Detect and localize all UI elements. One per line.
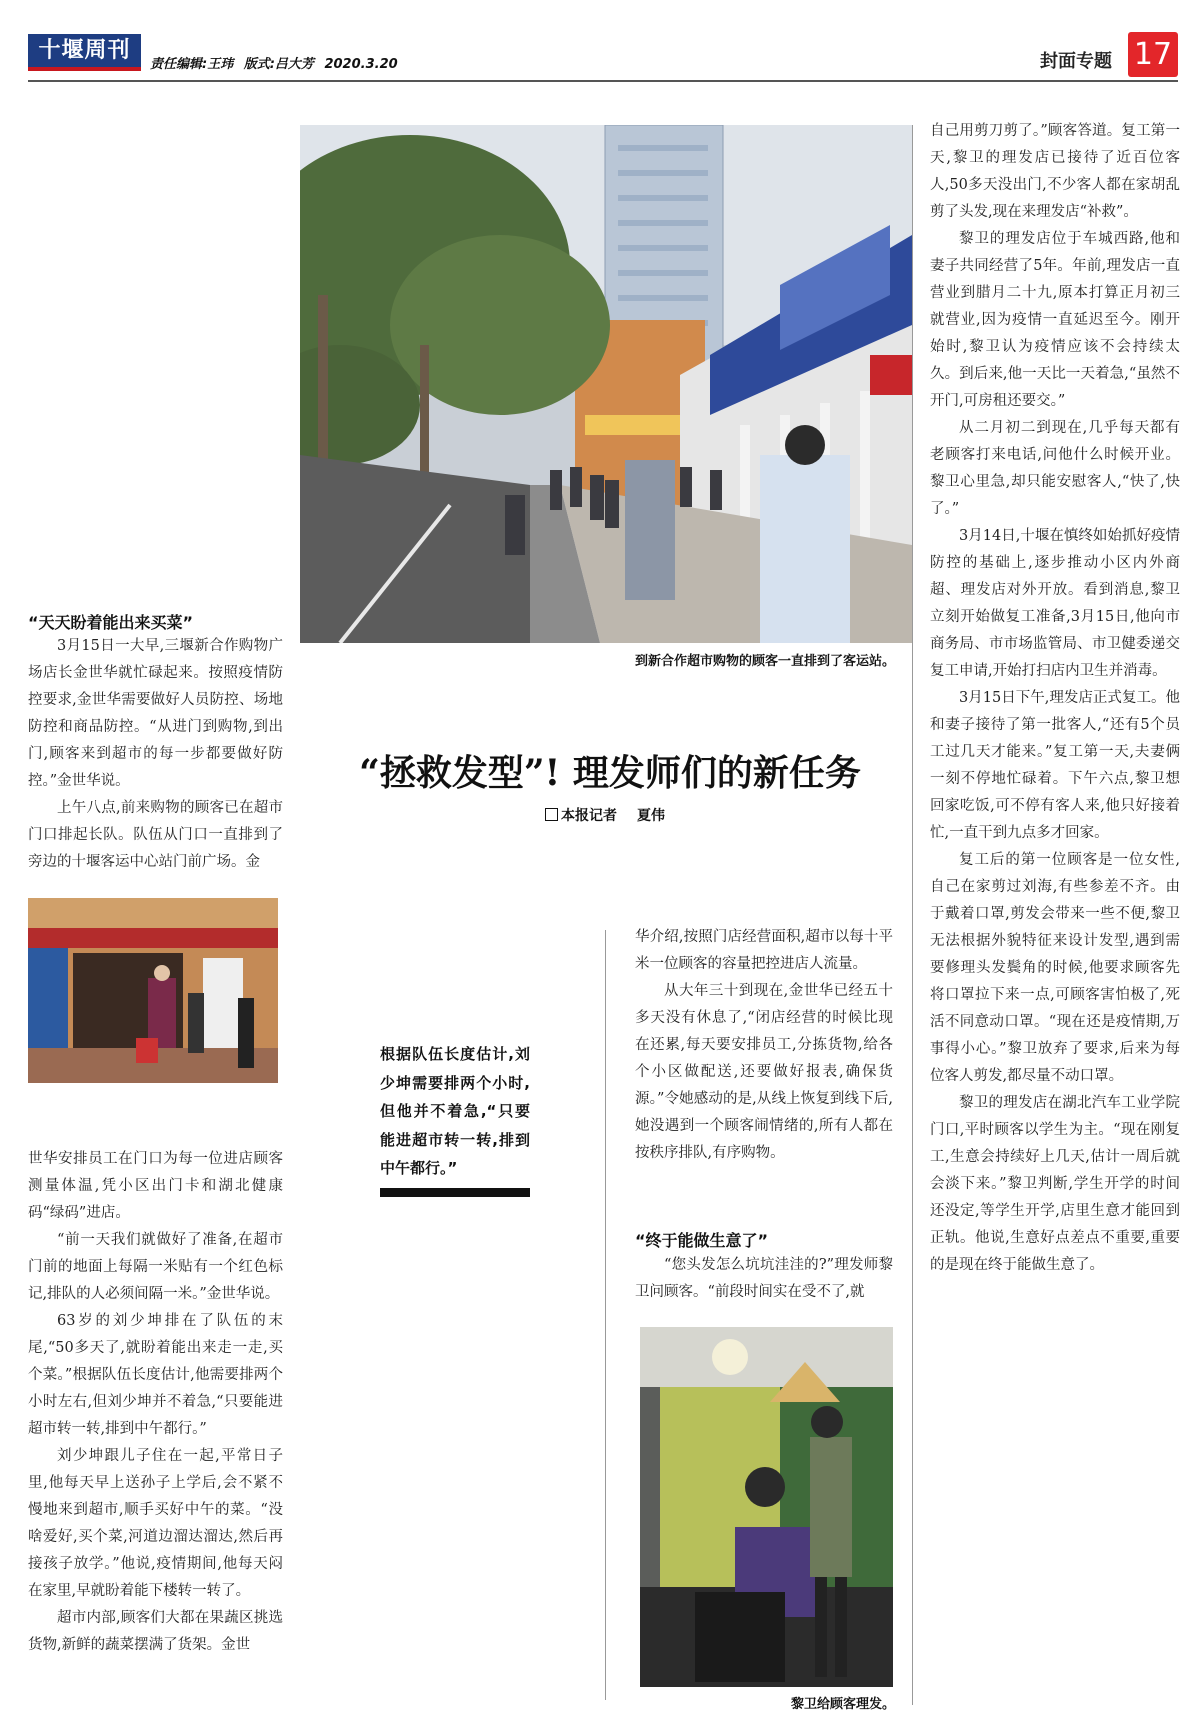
column-2-top	[635, 924, 893, 1167]
masthead-logo: 十堰周刊	[28, 34, 141, 71]
paragraph: 63岁的刘少坤排在了队伍的末尾,“50多天了,就盼着能出来走一走,买个菜。”根据队伍长度估计,他需要排两个小时左右,但刘少坤并不着急,“只要能进超市转一转,排到中午都行。”	[28, 1313, 283, 1437]
editor-credit: 责任编辑:王玮	[150, 57, 234, 72]
paragraph: 3月15日下午,理发店正式复工。他和妻子接待了第一批客人,“还有5个员工过几天才能来。”复工第一天,夫妻俩一刻不停地忙碌着。下午六点,黎卫想回家吃饭,可不停有客人来,他只好接着忙,一直干到九点多才回家。	[930, 690, 1180, 841]
column-rule-mid	[605, 930, 606, 1700]
byline-label: 本报记者	[561, 808, 617, 824]
subhead-business: “终于能做生意了”	[635, 1231, 769, 1250]
queue-street-illustration	[300, 125, 912, 643]
paragraph: 复工后的第一位顾客是一位女性,自己在家剪过刘海,有些参差不齐。由于戴着口罩,剪发会带来一些不便,黎卫无法根据外貌特征来设计发型,遇到需要修理头发鬓角的时候,他要求顾客先将口罩拉下来一点,可顾客害怕极了,死活不同意动口罩。“现在还是疫情期,万事得小心。”黎卫放弃了要求,后来为每位客人剪发,都尽量不动口罩。	[930, 852, 1180, 1084]
subhead-shopping: “天天盼着能出来买菜”	[28, 613, 194, 632]
paragraph: 刘少坤跟儿子住在一起,平常日子里,他每天早上送孙子上学后,会不紧不慢地来到超市,顺手买好中午的菜。“没啥爱好,买个菜,河道边溜达溜达,然后再接孩子放学。”他说,疫情期间,他每天闷在家里,早就盼着能下楼转一转了。	[28, 1448, 283, 1599]
column-2-bottom	[635, 1252, 893, 1306]
article-headline: “拯救发型”! 理发师们的新任务	[359, 752, 861, 794]
header-rule	[28, 80, 1178, 82]
supermarket-entrance-illustration	[28, 898, 278, 1083]
byline-author: 夏伟	[637, 808, 665, 824]
column-1-top	[28, 633, 283, 876]
pull-quote: 根据队伍长度估计,刘少坤需要排两个小时,但他并不着急,“只要能进超市转一转,排到中午都行。”	[380, 1045, 530, 1177]
paragraph: 上午八点,前来购物的顾客已在超市门口排起长队。队伍从门口一直排到了旁边的十堰客运中心站门前广场。金	[28, 800, 283, 870]
page-number: 17	[1128, 32, 1178, 77]
photo-supermarket-entrance	[28, 898, 278, 1083]
photo-supermarket-queue	[300, 125, 912, 643]
paragraph: “前一天我们就做好了准备,在超市门前的地面上每隔一米贴有一个红色标记,排队的人必须间隔一米。”金世华说。	[28, 1232, 283, 1302]
article-byline	[545, 805, 665, 825]
edition-meta	[150, 53, 404, 72]
paragraph: 从二月初二到现在,几乎每天都有老顾客打来电话,问他什么时候开业。黎卫心里急,却只能安慰客人,“快了,快了。”	[930, 420, 1180, 517]
barber-shop-illustration	[640, 1327, 893, 1687]
layout-credit: 版式:吕大芳	[243, 57, 314, 72]
pull-quote-bar	[380, 1188, 530, 1197]
column-rule-right	[912, 125, 913, 1705]
paragraph: 3月14日,十堰在慎终如始抓好疫情防控的基础上,逐步推动小区内外商超、理发店对外开放。看到消息,黎卫立刻开始做复工准备,3月15日,他向市商务局、市市场监管局、市卫健委递交复工申请,开始打扫店内卫生并消毒。	[930, 528, 1180, 679]
paragraph: 黎卫的理发店在湖北汽车工业学院门口,平时顾客以学生为主。“现在刚复工,生意会持续好上几天,估计一周后就会淡下来。”黎卫判断,学生开学的时间还没定,等学生开学,店里生意才能回到正轨。他说,生意好点差点不重要,重要的是现在终于能做生意了。	[930, 1095, 1180, 1273]
paragraph: 3月15日一大早,三堰新合作购物广场店长金世华就忙碌起来。按照疫情防控要求,金世华需要做好人员防控、场地防控和商品防控。“从进门到购物,到出门,顾客来到超市的每一步都要做好防控。”金世华说。	[28, 638, 283, 789]
paragraph: 超市内部,顾客们大都在果蔬区挑选货物,新鲜的蔬菜摆满了货架。金世	[28, 1610, 283, 1653]
issue-date: 2020.3.20	[324, 57, 398, 72]
photo-barber	[640, 1327, 893, 1687]
paragraph: 华介绍,按照门店经营面积,超市以每十平米一位顾客的容量把控进店人流量。	[635, 929, 893, 972]
paragraph: 黎卫的理发店位于车城西路,他和妻子共同经营了5年。年前,理发店一直营业到腊月二十九,原本打算正月初三就营业,因为疫情一直延迟至今。刚开始时,黎卫认为疫情应该不会持续太久。到后来,他一天比一天着急,“虽然不开门,可房租还要交。”	[930, 231, 1180, 409]
column-1-bottom	[28, 1146, 283, 1659]
paragraph: 自己用剪刀剪了。”顾客答道。复工第一天,黎卫的理发店已接待了近百位客人,50多天没出门,不少客人都在家胡乱剪了头发,现在来理发店“补救”。	[930, 123, 1180, 220]
photo-caption-barber: 黎卫给顾客理发。	[790, 1697, 895, 1712]
paragraph: 从大年三十到现在,金世华已经五十多天没有休息了,“闭店经营的时候比现在还累,每天要安排员工,分拣货物,给各个小区做配送,还要做好报表,确保货源。”令她感动的是,从线上恢复到线下后,她没遇到一个顾客闹情绪的,所有人都在按秩序排队,有序购物。	[635, 983, 893, 1161]
byline-box-icon	[545, 808, 558, 821]
paragraph: “您头发怎么坑坑洼洼的?”理发师黎卫问顾客。“前段时间实在受不了,就	[635, 1257, 893, 1300]
section-title: 封面专题	[1040, 51, 1112, 72]
photo-caption-queue: 到新合作超市购物的顾客一直排到了客运站。	[634, 654, 895, 669]
column-3	[930, 118, 1180, 1279]
paragraph: 世华安排员工在门口为每一位进店顾客测量体温,凭小区出门卡和湖北健康码“绿码”进店。	[28, 1151, 283, 1221]
